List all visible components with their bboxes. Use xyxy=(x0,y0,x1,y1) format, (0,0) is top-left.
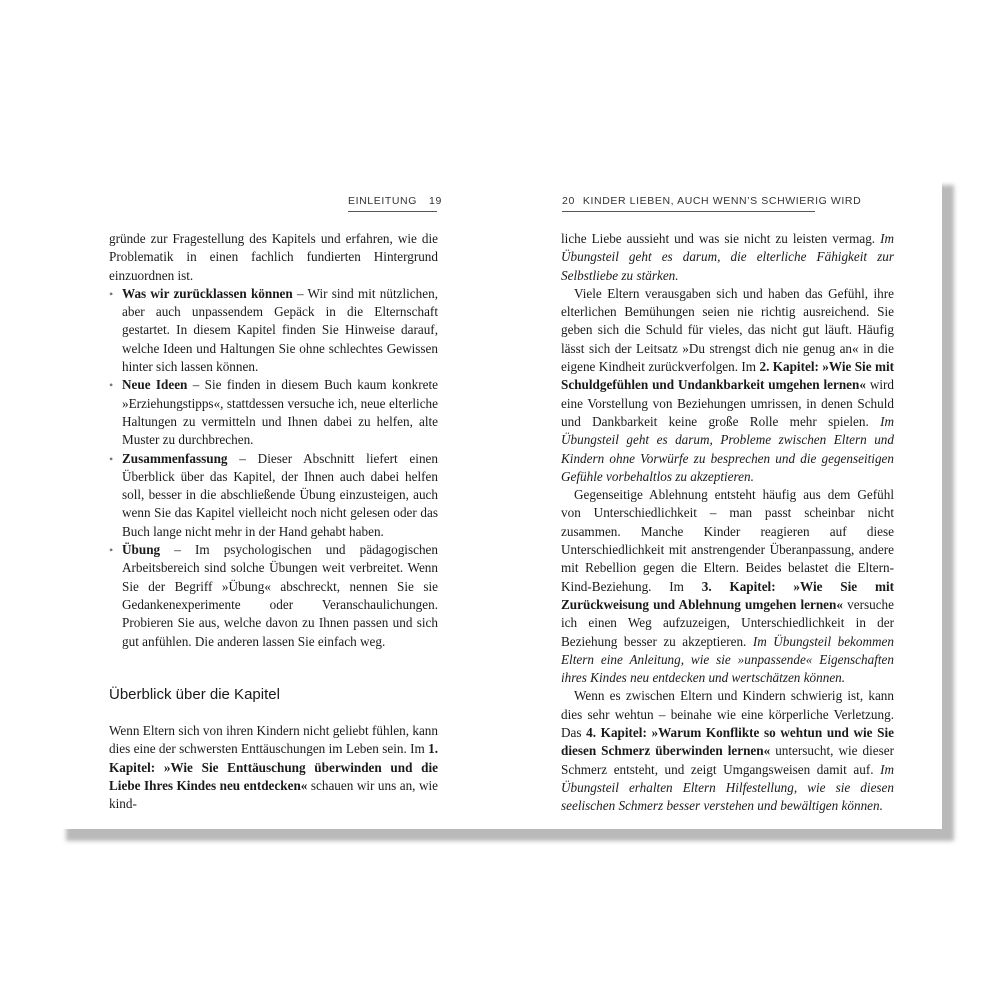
exercise-note: Im Übungsteil geht es darum, die elterliche Fähigkeit zur Selbstliebe zu stärken. xyxy=(561,231,894,283)
left-page-number: 19 xyxy=(429,195,442,207)
paragraph-text: untersucht, wie dieser Schmerz entsteht, und zeigt Umgangsweisen damit auf. xyxy=(561,743,894,777)
section-heading: Überblick über die Kapitel xyxy=(109,685,280,703)
left-header-rule xyxy=(348,211,437,212)
intro-continuation: gründe zur Fragestellung des Kapitels und erfahren, wie die Problematik in einen fachlich fundierten Hintergrund einzuordnen ist. xyxy=(109,231,438,283)
overview-paragraph xyxy=(109,722,438,813)
paragraph-chapter-1-cont xyxy=(561,230,894,285)
list-item xyxy=(109,541,438,651)
paragraph-chapter-4 xyxy=(561,687,894,815)
right-header-title: KINDER LIEBEN, AUCH WENN’S SCHWIERIG WIRD xyxy=(582,195,862,207)
right-page-number: 20 xyxy=(562,195,575,207)
chapter-1-title: 1. Kapitel: »Wie Sie Enttäuschung überwinden und die Liebe Ihres Kindes neu entdecken« xyxy=(109,741,438,794)
list-item-term: Zusammenfassung xyxy=(122,450,228,466)
chapter-2-title: 2. Kapitel: »Wie Sie mit Schuldgefühlen und Undankbarkeit umgehen lernen« xyxy=(561,359,895,393)
list-item xyxy=(109,450,438,541)
list-item-text: – Dieser Abschnitt liefert einen Überblick über das Kapitel, der Ihnen auch dabei helfen soll, besser in die abschließende Übung einzusteigen, auch wenn Sie das Kapitel vielleicht noch nicht gelesen oder das Buch lange nicht mehr in der Hand gehabt haben. xyxy=(122,450,438,539)
paragraph-chapter-2 xyxy=(561,285,894,486)
list-item-text: – Im psychologischen und pädagogischen Arbeitsbereich sind solche Übungen weit verbreitet. Wenn Sie der Begriff »Übung« abschreckt, nennen Sie sie Gedankenexperimente oder Veranschaulichungen. Probieren Sie aus, welche davon zu Ihnen passen und sich gut anfühlen. Die anderen lassen Sie einfach weg. xyxy=(122,542,438,649)
right-running-header xyxy=(562,195,861,207)
book-spread xyxy=(52,173,942,829)
exercise-note: Im Übungsteil erhalten Eltern Hilfestellung, wie sie diesen seelischen Schmerz besser verstehen und bewältigen können. xyxy=(561,761,894,814)
list-item xyxy=(109,285,438,376)
list-item-text: – Sie finden in diesem Buch kaum konkrete »Erziehungstipps«, stattdessen versuche ich, neue elterliche Haltungen zu vermitteln und Ihnen dabei zu helfen, alte Muster zu durchbrechen. xyxy=(122,377,438,448)
list-item-term: Was wir zurücklassen können xyxy=(122,285,293,301)
list-item-term: Übung xyxy=(122,542,161,558)
exercise-note: Im Übungsteil geht es darum, Probleme zwischen Eltern und Kindern ohne Vorwürfe zu besprechen und die gegenseitigen Gefühle vorbehaltlos zu akzeptieren. xyxy=(561,413,894,484)
overview-text-1: Wenn Eltern sich von ihren Kindern nicht geliebt fühlen, kann dies eine der schwersten Enttäuschungen im Leben sein. Im xyxy=(109,723,438,757)
paragraph-chapter-3 xyxy=(561,486,894,687)
chapter-4-title: 4. Kapitel: »Warum Konflikte so wehtun und wie Sie diesen Schmerz überwinden lernen« xyxy=(561,725,894,759)
paragraph-text: Wenn es zwischen Eltern und Kindern schwierig ist, kann dies sehr wehtun – beinahe wie eine körperliche Verletzung. Das xyxy=(561,688,894,741)
right-page-body xyxy=(561,230,894,816)
paragraph-text: versuche ich einen Weg aufzuzeigen, Unterschiedlichkeit in der Beziehung besser zu akzeptieren. xyxy=(561,596,894,649)
left-running-header xyxy=(348,195,442,207)
list-item-text: – Wir sind mit nützlichen, aber auch unpassendem Gepäck in die Elternschaft gestartet. In diesem Kapitel finden Sie Hinweise darauf, welche Ideen und Haltungen Sie ohne schlechtes Gewissen hinter sich lassen können. xyxy=(122,285,438,375)
paragraph-text: Gegenseitige Ablehnung entsteht häufig aus dem Gefühl von Unterschiedlichkeit – man passt scheinbar nicht zusammen. Manche Kinder reagieren auf diese Unterschiedlichkeit mit anstrengender Überanpassung, andere mit Rebellion gegen die Eltern. Beides belastet die Eltern-Kind-Beziehung. Im xyxy=(561,487,894,594)
left-page-body xyxy=(109,230,438,814)
exercise-note: Im Übungsteil bekommen Eltern eine Anleitung, wie sie »unpassende« Eigenschaften ihres Kindes neu entdecken und wertschätzen können. xyxy=(561,633,894,686)
list-item xyxy=(109,376,438,449)
right-header-rule xyxy=(562,211,815,212)
paragraph-text: wird eine Vorstellung von Beziehungen umrissen, in denen Schuld und Dankbarkeit keine große Rolle mehr spielen. xyxy=(561,377,894,429)
list-item-term: Neue Ideen xyxy=(122,377,188,393)
feature-list xyxy=(109,285,438,651)
paragraph-text: liche Liebe aussieht und was sie nicht zu leisten vermag. xyxy=(561,231,881,246)
paragraph-text: Viele Eltern verausgaben sich und haben das Gefühl, ihre elterlichen Bemühungen seien nie richtig ausreichend. Sie geben sich die Schuld für vieles, das nicht gut läuft. Häufig lässt sich der Leitsatz »Du strengst dich nie genug an« in die eigene Kindheit zurückverfolgen. Im xyxy=(561,285,894,375)
left-header-title: EINLEITUNG xyxy=(348,195,418,207)
chapter-3-title: 3. Kapitel: »Wie Sie mit Zurückweisung und Ablehnung umgehen lernen« xyxy=(561,578,895,612)
overview-text-2: schauen wir uns an, wie kind- xyxy=(109,778,438,812)
